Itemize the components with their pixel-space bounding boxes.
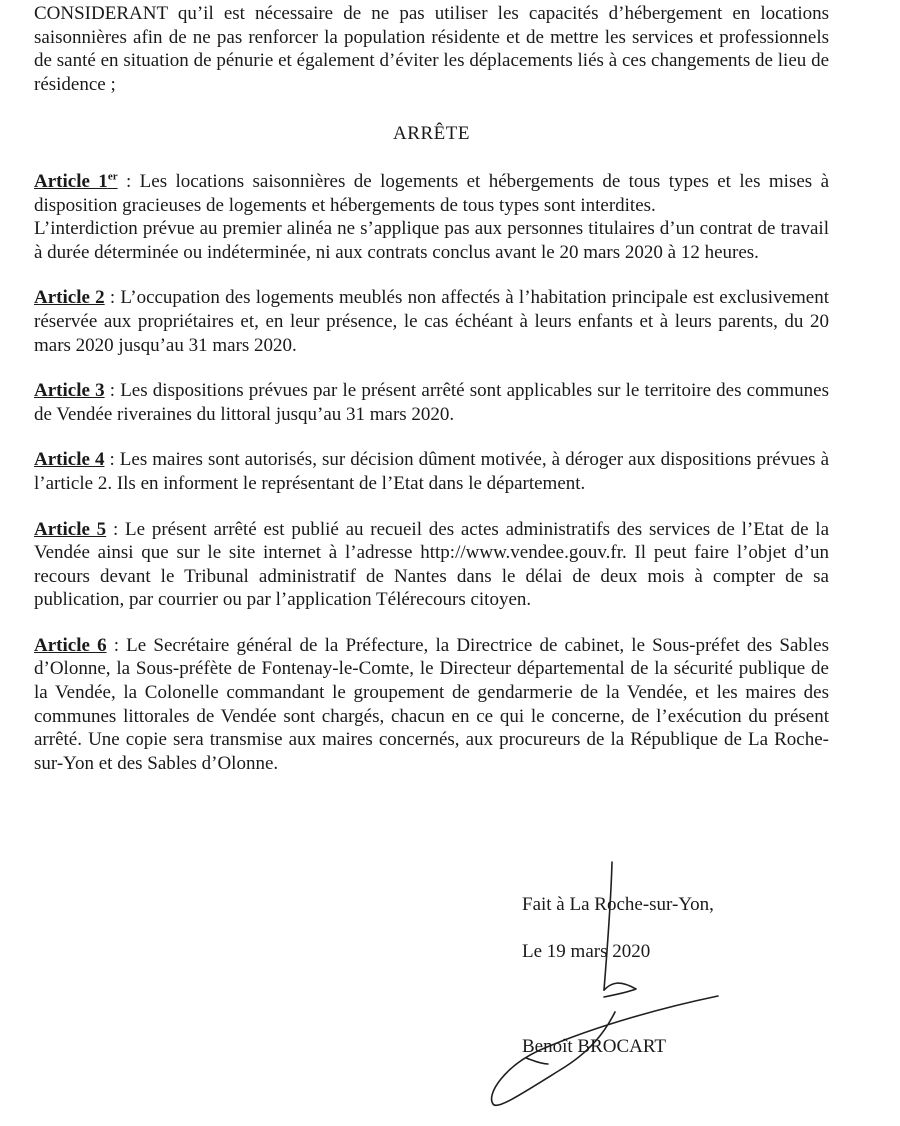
article-5 — [34, 518, 829, 612]
article-3-label: Article 3 — [34, 380, 105, 402]
article-5-paragraph — [34, 518, 829, 612]
article-2-text: : L’occupation des logements meublés non affectés à l’habitation principale est exclusivement réservée aux propriétaires et, en leur présence, le cas échéant à leurs enfants et à leurs parents, du 20 mars 2020 jusqu’au 31 mars 2020. — [34, 287, 829, 356]
article-4 — [34, 448, 829, 495]
article-6 — [34, 634, 829, 776]
document-body — [34, 0, 829, 797]
signature-place: Fait à La Roche-sur-Yon, — [522, 894, 714, 915]
article-4-paragraph — [34, 448, 829, 495]
signatory-name: Benoît BROCART — [522, 1036, 667, 1057]
article-6-paragraph — [34, 634, 829, 776]
article-1-text-1: : Les locations saisonnières de logements et hébergements de tous types et les mises à disposition gracieuses de logements et hébergements de tous types sont interdites. — [34, 170, 829, 216]
article-1-label-sup: er — [107, 170, 118, 183]
decree-heading: ARRÊTE — [393, 123, 470, 145]
article-3-text: : Les dispositions prévues par le présent arrêté sont applicables sur le territoire des communes de Vendée riveraines du littoral jusqu’au 31 mars 2020. — [34, 380, 829, 425]
article-3 — [34, 379, 829, 426]
article-2 — [34, 286, 829, 357]
article-2-label: Article 2 — [34, 287, 105, 309]
article-5-label: Article 5 — [34, 518, 107, 540]
article-1-paragraph-2: L’interdiction prévue au premier alinéa ne s’applique pas aux personnes titulaires d’un contrat de travail à durée déterminée ou indéterminée, ni aux contrats conclus avant le 20 mars 2020 à 12 heures. — [34, 218, 829, 263]
article-5-text: : Le présent arrêté est publié au recueil des actes administratifs des services de l’Etat de la Vendée ainsi que sur le site internet à l’adresse http://www.vendee.gouv.fr. Il peut faire l’objet d’un recours devant le Tribunal administratif de Nantes dans le délai de deux mois à compter de sa publication, par courrier ou par l’application Télérecours citoyen. — [34, 518, 830, 611]
article-3-paragraph — [34, 379, 829, 426]
signature-date: Le 19 mars 2020 — [522, 941, 651, 962]
article-1-label — [34, 171, 118, 192]
article-4-label: Article 4 — [34, 449, 105, 471]
article-1-label-text: Article 1 — [34, 170, 108, 192]
article-6-label: Article 6 — [34, 634, 107, 656]
article-2-paragraph — [34, 286, 829, 357]
article-4-text: : Les maires sont autorisés, sur décision dûment motivée, à déroger aux dispositions prévues à l’article 2. Ils en informent le représentant de l’Etat dans le département. — [34, 449, 830, 494]
article-1-paragraph-1 — [34, 170, 829, 217]
article-1 — [34, 170, 829, 264]
considerant-paragraph: CONSIDERANT qu’il est nécessaire de ne pas utiliser les capacités d’hébergement en locations saisonnières afin de ne pas renforcer la population résidente et de mettre les services et professionnels de santé en situation de pénurie et également d’éviter les déplacements liés à ces changements de lieu de résidence ; — [34, 3, 829, 95]
article-6-text: : Le Secrétaire général de la Préfecture, la Directrice de cabinet, le Sous-préfet des Sables d’Olonne, la Sous-préfète de Fontenay-le-Comte, le Directeur départemental de la sécurité publique de la Vendée, la Colonelle commandant le groupement de gendarmerie de la Vendée, et les maires des communes littorales de Vendée sont chargés, chacun en ce qui le concerne, de l’exécution du présent arrêté. Une copie sera transmise aux maires concernés, aux procureurs de la République de La Roche-sur-Yon et des Sables d’Olonne. — [34, 634, 830, 774]
